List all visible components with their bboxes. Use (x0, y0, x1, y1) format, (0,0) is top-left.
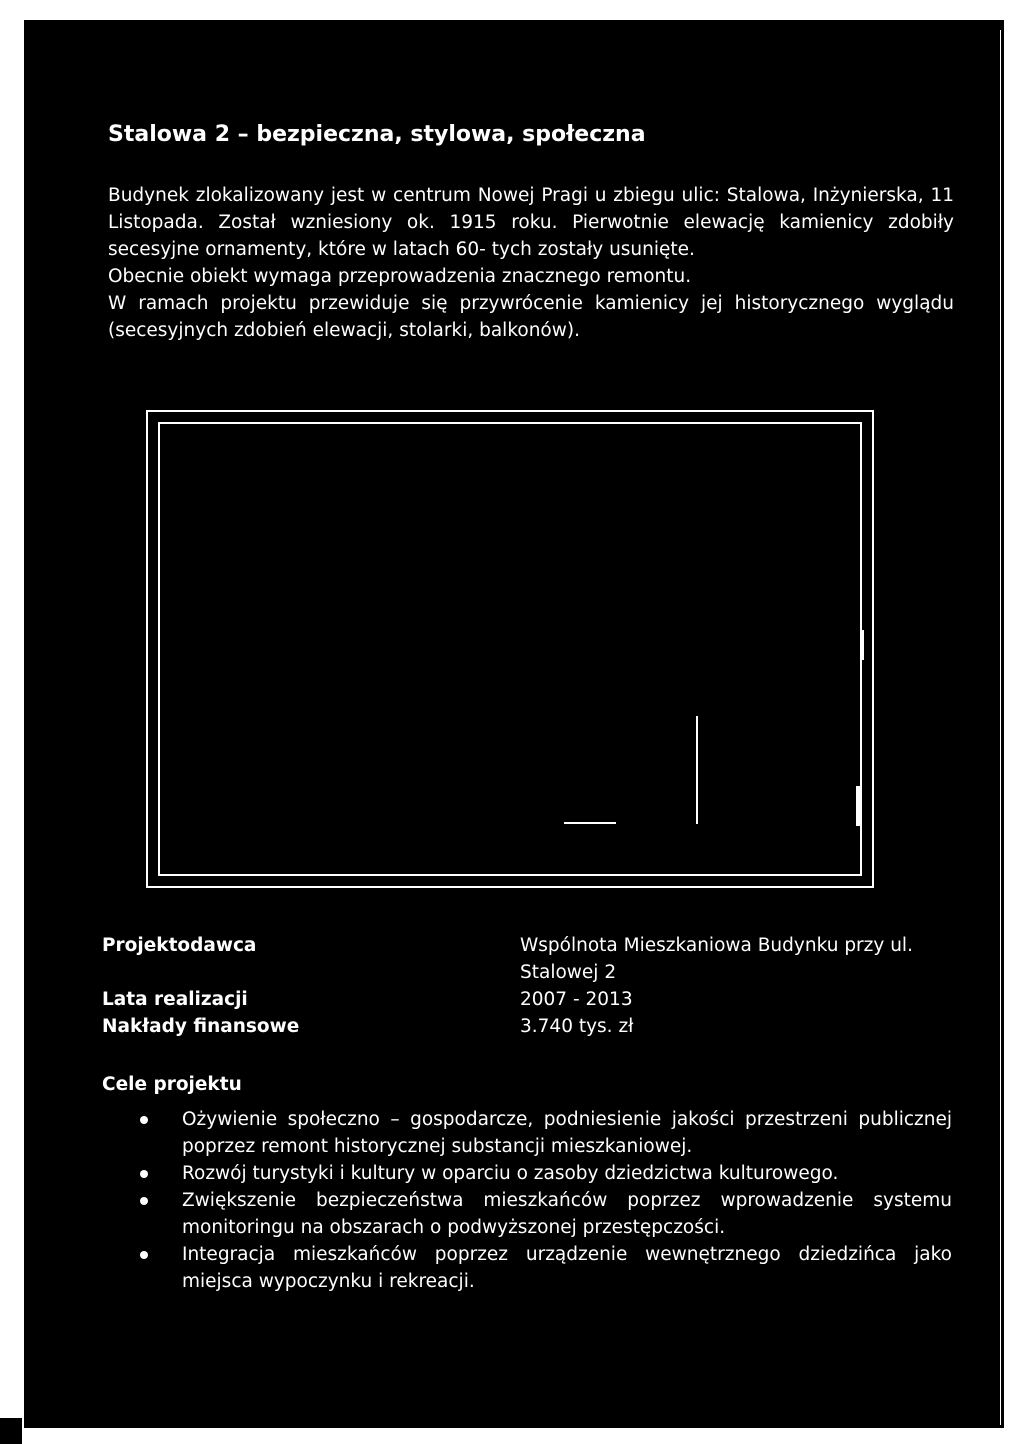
project-info (102, 932, 962, 1040)
photo-artifact-line (696, 716, 698, 824)
info-label: Lata realizacji (102, 989, 248, 1010)
page-bottom-line (24, 1428, 1004, 1430)
info-row-projektodawca (102, 932, 962, 986)
building-photo (158, 422, 862, 876)
list-item (136, 1106, 952, 1160)
intro-paragraph: Obecnie obiekt wymaga przeprowadzenia znacznego remontu. (108, 266, 692, 287)
goal-text: Ożywienie społeczno – gospodarcze, podniesienie jakości przestrzeni publicznej poprzez remont historycznej substancji mieszkaniowej. (182, 1109, 952, 1157)
photo-artifact-line (856, 786, 860, 826)
info-value: Wspólnota Mieszkaniowa Budynku przy ul. Stalowej 2 (520, 935, 913, 983)
document-title: Stalowa 2 – bezpieczna, stylowa, społeczna (108, 122, 646, 147)
goal-text: Rozwój turystyki i kultury w oparciu o zasoby dziedzictwa kulturowego. (182, 1163, 839, 1184)
bullet-icon (140, 1116, 148, 1124)
list-item (136, 1187, 952, 1241)
goal-text: Zwiększenie bezpieczeństwa mieszkańców poprzez wprowadzenie systemu monitoringu na obszarach o podwyższonej przestępczości. (182, 1190, 952, 1238)
info-label: Projektodawca (102, 935, 257, 956)
bullet-icon (140, 1197, 148, 1205)
info-row-lata (102, 986, 962, 1013)
page-edge-line (1000, 30, 1001, 1425)
goal-text: Integracja mieszkańców poprzez urządzenie wewnętrznego dziedzińca jako miejsca wypoczynku i rekreacji. (182, 1244, 952, 1292)
list-item (136, 1160, 952, 1187)
intro-paragraph: W ramach projektu przewiduje się przywrócenie kamienicy jej historycznego wyglądu (secesyjnych zdobień elewacji, stolarki, balkonów). (108, 293, 954, 341)
scan-corner-mark (0, 1418, 22, 1444)
bullet-icon (140, 1170, 148, 1178)
info-value: 3.740 tys. zł (520, 1016, 634, 1037)
goals-list (136, 1106, 952, 1295)
goals-heading: Cele projektu (102, 1074, 242, 1095)
intro-paragraph: Budynek zlokalizowany jest w centrum Nowej Pragi u zbiegu ulic: Stalowa, Inżynierska, 11 Listopada. Został wzniesiony ok. 1915 roku. Pierwotnie elewację kamienicy zdobiły secesyjne ornamenty, które w latach 60- tych zostały usunięte. (108, 185, 954, 260)
building-photo-frame (146, 410, 874, 888)
info-label: Nakłady finansowe (102, 1016, 300, 1037)
info-value: 2007 - 2013 (520, 989, 633, 1010)
photo-artifact-line (860, 630, 864, 660)
bullet-icon (140, 1251, 148, 1259)
info-row-naklady (102, 1013, 962, 1040)
photo-artifact-line (564, 822, 616, 824)
list-item (136, 1241, 952, 1295)
intro-text (108, 182, 954, 344)
